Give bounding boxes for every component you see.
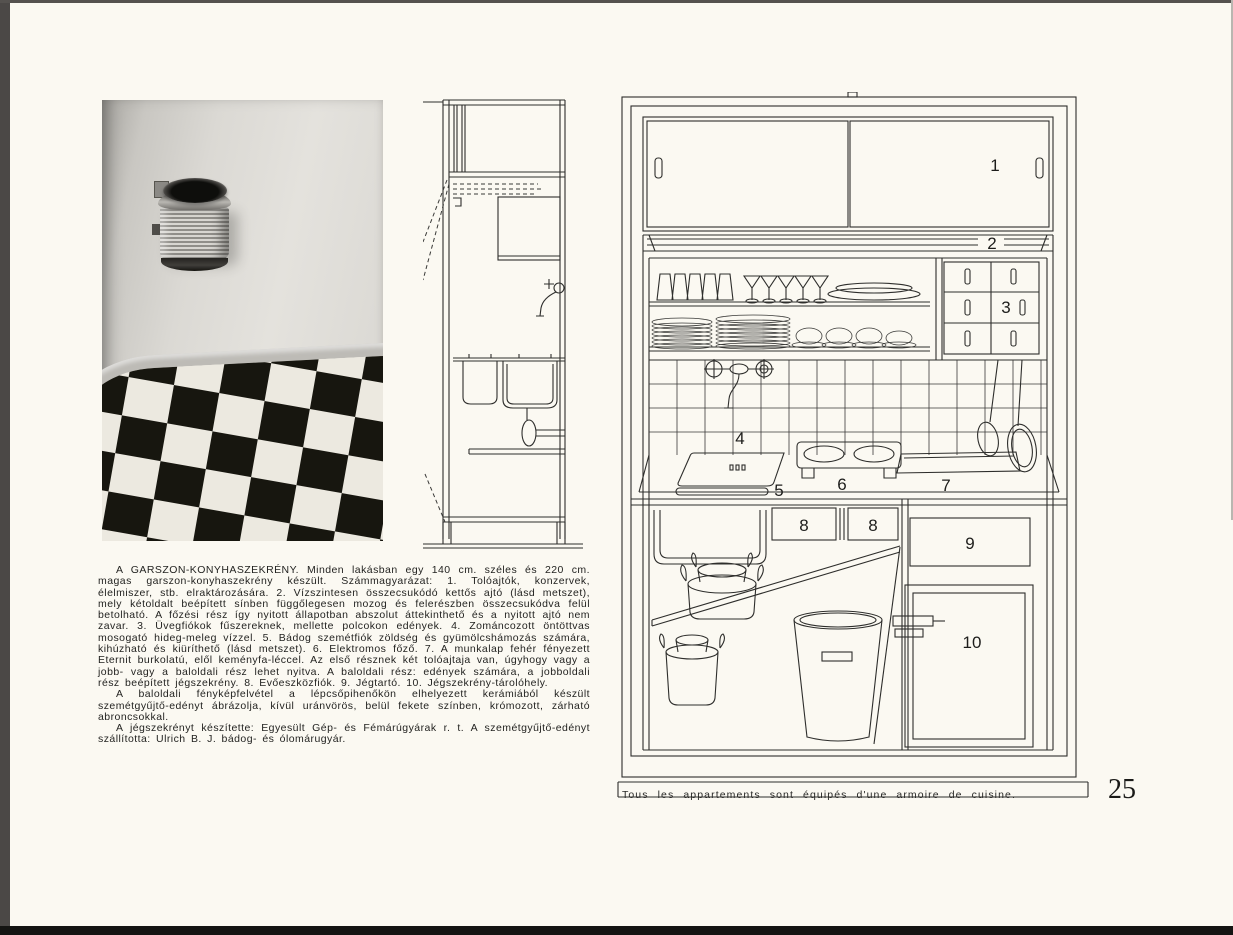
cabinet-front-drawing — [616, 92, 1090, 808]
checker-tiles — [102, 353, 383, 541]
diagram-label-1: 1 — [990, 156, 1000, 175]
diagram-label-10: 10 — [962, 633, 982, 652]
diagram-label-8b: 8 — [868, 516, 878, 535]
page-number: 25 — [1108, 774, 1136, 805]
paragraph-manufacturers: A jégszekrényt készítette: Egyesült Gép- és Fémárúgyárak r. t. A szemétgyűjtő-edényt szállította: Ulrich B. J. bádog- és ólomárugyár. — [98, 722, 590, 746]
bin-base-band — [161, 258, 228, 271]
diagram-label-8a: 8 — [799, 516, 809, 535]
diagram-label-7: 7 — [941, 476, 951, 495]
bin-side-clip — [152, 224, 160, 235]
diagram-label-2: 2 — [987, 234, 997, 253]
floor-curb — [102, 353, 383, 541]
bin-body — [160, 207, 229, 261]
scan-edge-top — [0, 0, 1233, 3]
side-section-drawing — [423, 92, 598, 562]
caption-french: Tous les appartements sont équipés d'une armoire de cuisine. — [622, 789, 1017, 801]
photo-waste-container — [102, 100, 383, 541]
diagram-label-9: 9 — [965, 534, 975, 553]
diagram-label-4: 4 — [735, 429, 745, 448]
diagram-label-6: 6 — [837, 475, 847, 494]
diagram-label-5: 5 — [774, 481, 784, 500]
paragraph-photo-note: A baloldali fényképfelvétel a lépcsőpihenőkön elhelyezett kerámiából készült szemétgyűjtő-edényt ábrázolja, kívül uránvörös, belül fekete színben, krómozott, zárható abroncsokkal. — [98, 688, 590, 723]
paragraph-description: A GARSZON-KONYHASZEKRÉNY. Minden lakásban egy 140 cm. széles és 220 cm. magas garszon-konyhaszekrény készült. Számmagyarázat: 1. Tolóajtók, konzervek, élelmiszer, stb. elraktározására. 2. Vízszintesen összecsukódó kettős ajtó (lásd metszet), mely kétoldalt beépített sínben függőlegesen mozog és felerészben összecsukódva felül betolható. A főzési rész így nyitott állapotban abszolut áttekinthető és a nyitott ajtó nem zavar. 3. Üvegfiókok fűszereknek, mellette polcokon edények. 4. Zománcozott öntöttvas mosogató hideg-meleg vízzel. 5. Bádog szemétfiók zöldség és gyümölcshámozás számára, kihúzható és kiüríthető (lásd metszet). 6. Elektromos főző. 7. A munkalap fehér fényezett Eternit burkolatú, elől keményfa-léccel. Az első résznek két tolóajtaja van, úgyhogy vagy a jobb- vagy a baloldali rész lehet nyitva. A baloldali rész: edények számára, a jobboldali rész beépített jégszekrény. 8. Evőeszközfiók. 9. Jégtartó. 10. Jégszekrény-tárolóhely. — [98, 564, 590, 689]
scan-edge-bottom — [0, 926, 1233, 935]
diagram-label-3: 3 — [1001, 298, 1011, 317]
article-text — [98, 565, 590, 746]
waste-bin — [156, 178, 232, 272]
scan-edge-left — [0, 0, 10, 935]
checkered-floor — [102, 341, 383, 541]
bin-opening — [163, 178, 227, 203]
